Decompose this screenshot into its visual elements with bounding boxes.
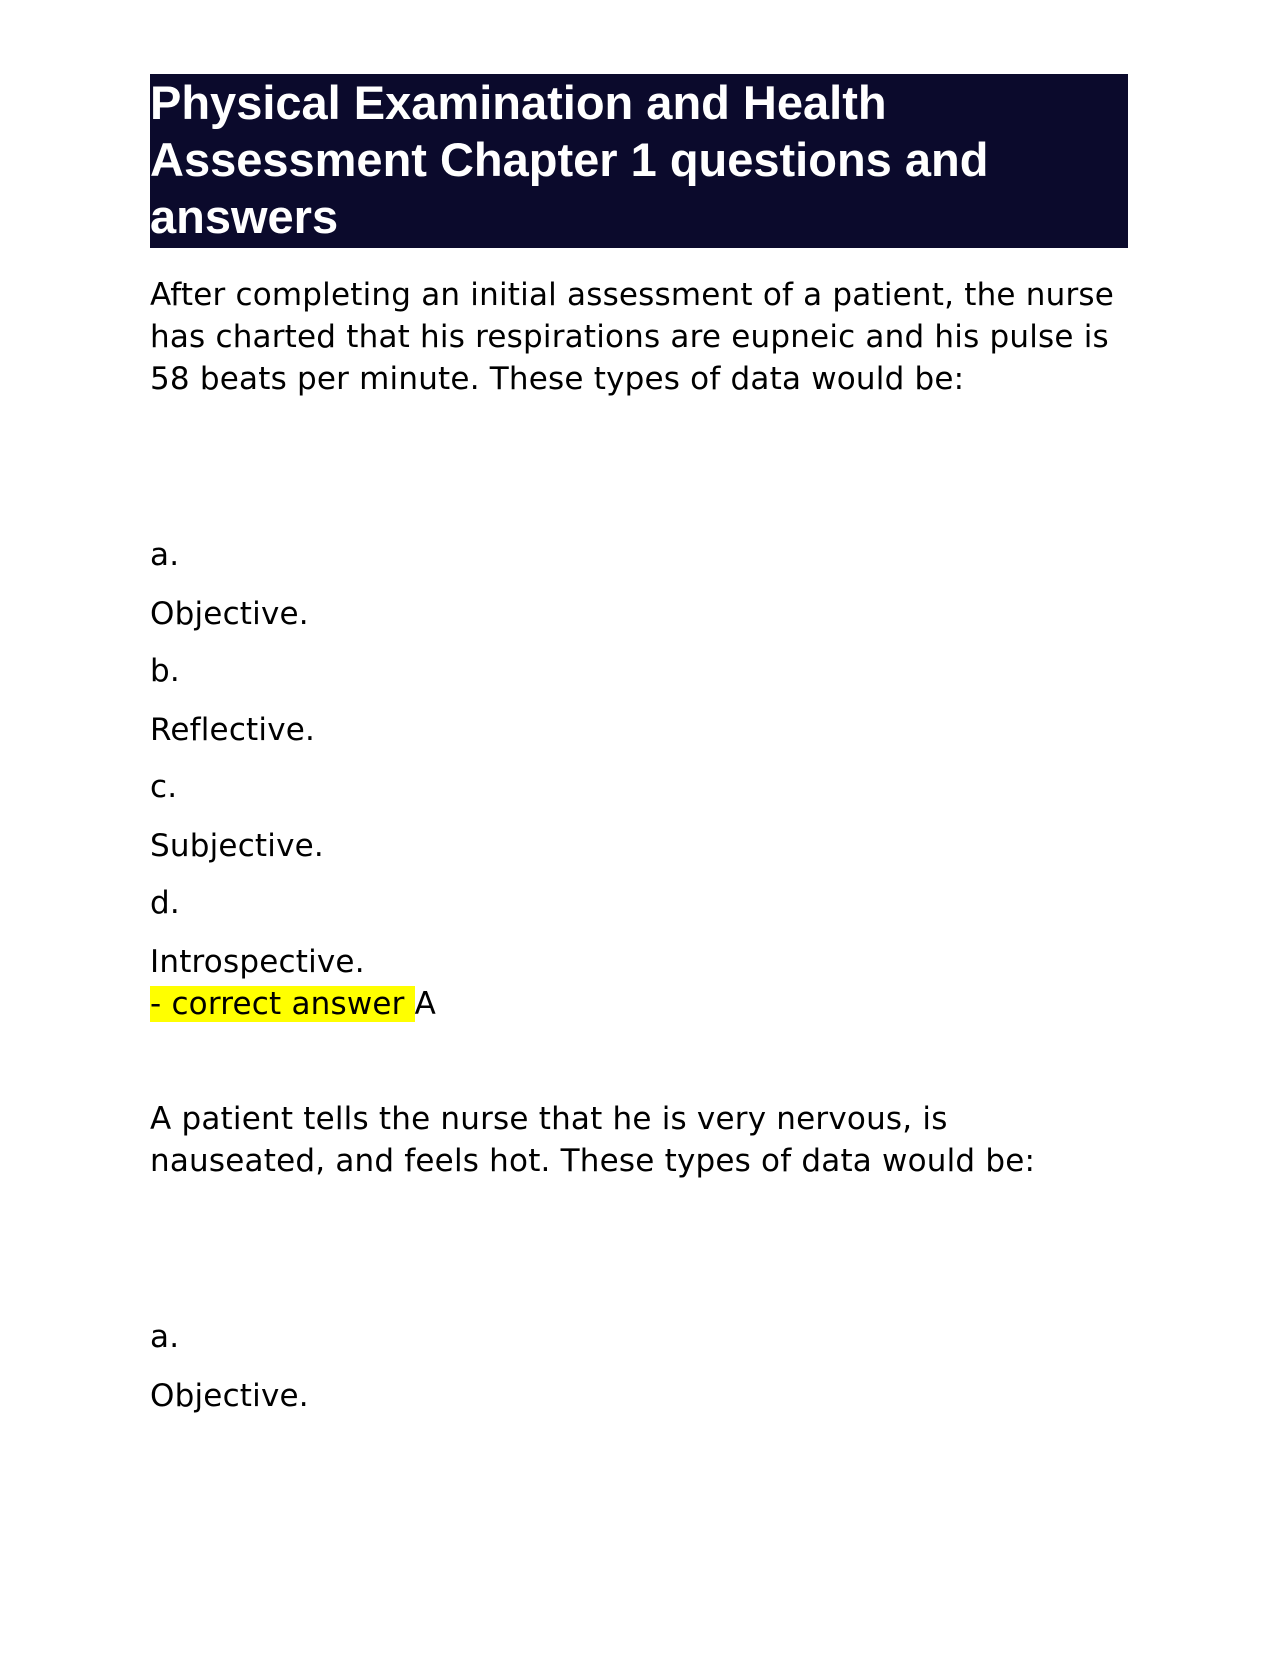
option-b-letter: b.	[150, 653, 180, 689]
correct-answer-label: - correct answer	[150, 986, 415, 1022]
option-a-text: Objective.	[150, 596, 309, 632]
option-c-letter: c.	[150, 769, 178, 805]
option-d-letter: d.	[150, 885, 180, 921]
question-1-text: After completing an initial assessment of a patient, the nurse has charted that his respirations are eupneic and his pulse is 58 beats per minute. These types of data would be:	[150, 277, 1115, 397]
correct-answer-value: A	[414, 986, 437, 1022]
option-a-letter: a.	[150, 1319, 180, 1355]
option-a-text: Objective.	[150, 1378, 309, 1414]
document-page	[150, 74, 1128, 1432]
option-a-letter: a.	[150, 537, 180, 573]
option-c-text: Subjective.	[150, 828, 324, 864]
question-2-text: A patient tells the nurse that he is very nervous, is nauseated, and feels hot. These types of data would be:	[150, 1101, 1036, 1179]
correct-answer-line	[150, 983, 1128, 1025]
question-1-options	[150, 534, 1128, 1025]
question-2-options	[150, 1316, 1128, 1432]
document-title: Physical Examination and Health Assessment Chapter 1 questions and answers	[150, 74, 1128, 248]
option-b-text: Reflective.	[150, 712, 316, 748]
option-d-text: Introspective.	[150, 944, 365, 980]
